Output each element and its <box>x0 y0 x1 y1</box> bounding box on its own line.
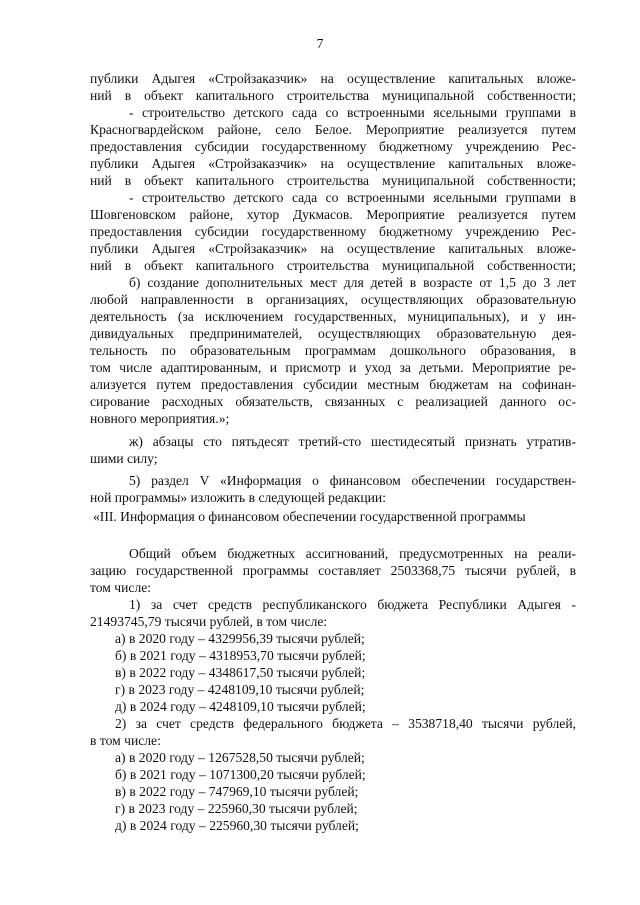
paragraph-line: любой направленности в организациях, осуществляющих образовательную <box>90 292 576 307</box>
paragraph-line: публики Адыгея «Стройзаказчик» на осуществление капитальных вложе- <box>90 241 576 256</box>
list-item: а) в 2020 году – 4329956,39 тысячи рублей; <box>115 631 365 646</box>
paragraph-line: публики Адыгея «Стройзаказчик» на осуществление капитальных вложе- <box>90 156 576 171</box>
list-item: а) в 2020 году – 1267528,50 тысячи рублей; <box>115 750 365 765</box>
paragraph-line: том числе: <box>90 580 152 595</box>
paragraph-line: зацию государственной программы составляет 2503368,75 тысячи рублей, в <box>90 563 576 578</box>
list-item: в) в 2022 году – 747969,10 тысячи рублей; <box>115 784 359 799</box>
paragraph-line: том числе адаптированным, и присмотр и уход за детьми. Мероприятие ре- <box>90 360 576 375</box>
paragraph-line: в том числе: <box>90 733 161 748</box>
list-item: г) в 2023 году – 225960,30 тысячи рублей; <box>115 801 358 816</box>
paragraph-line: ний в объект капитального строительства муниципальной собственности; <box>90 173 576 188</box>
list-item: д) в 2024 году – 225960,30 тысячи рублей; <box>115 818 359 833</box>
paragraph-line: 2) за счет средств федерального бюджета – 3538718,40 тысячи рублей, <box>115 716 576 731</box>
paragraph-line: тельность по образовательным программам дошкольного образования, в <box>90 343 576 358</box>
page-number: 7 <box>316 36 324 51</box>
section-heading: «III. Информация о финансовом обеспечении государственной программы <box>93 509 526 524</box>
paragraph-line: деятельность (за исключением государственных, муниципальных), и у ин- <box>90 309 576 324</box>
paragraph-line: ний в объект капитального строительства муниципальной собственности; <box>90 88 576 103</box>
paragraph-line: - строительство детского сада со встроенными ясельными группами в <box>129 190 576 205</box>
paragraph-line: дивидуальных предпринимателей, осуществляющих образовательную дея- <box>90 326 576 341</box>
paragraph-line: ализуется путем предоставления субсидии местным бюджетам на софинан- <box>90 377 576 392</box>
paragraph-line: ной программы» изложить в следующей редакции: <box>90 490 386 505</box>
paragraph-line: шими силу; <box>90 451 158 466</box>
list-item: г) в 2023 году – 4248109,10 тысячи рублей; <box>115 682 365 697</box>
paragraph-line: Шовгеновском районе, хутор Дукмасов. Мероприятие реализуется путем <box>90 207 576 222</box>
list-item: б) в 2021 году – 1071300,20 тысячи рублей; <box>115 767 366 782</box>
list-item: в) в 2022 году – 4348617,50 тысячи рублей; <box>115 665 366 680</box>
paragraph-line: новного мероприятия.»; <box>90 411 230 426</box>
paragraph-line: 5) раздел V «Информация о финансовом обеспечении государствен- <box>129 473 576 488</box>
paragraph-line: Красногвардейском районе, село Белое. Мероприятие реализуется путем <box>90 122 576 137</box>
paragraph-line: предоставления субсидии государственному бюджетному учреждению Рес- <box>90 139 576 154</box>
paragraph-line: 1) за счет средств республиканского бюджета Республики Адыгея - <box>129 597 576 612</box>
paragraph-line: сирование расходных обязательств, связанных с реализацией данного ос- <box>90 394 576 409</box>
paragraph-line: Общий объем бюджетных ассигнований, предусмотренных на реали- <box>129 546 576 561</box>
paragraph-line: - строительство детского сада со встроенными ясельными группами в <box>129 105 576 120</box>
paragraph-line: ж) абзацы сто пятьдесят третий-сто шестидесятый признать утратив- <box>129 434 576 449</box>
paragraph-line: 21493745,79 тысячи рублей, в том числе: <box>90 614 328 629</box>
paragraph-line: предоставления субсидии государственному бюджетному учреждению Рес- <box>90 224 576 239</box>
paragraph-line: публики Адыгея «Стройзаказчик» на осуществление капитальных вложе- <box>90 71 576 86</box>
paragraph-line: ний в объект капитального строительства муниципальной собственности; <box>90 258 576 273</box>
list-item: б) в 2021 году – 4318953,70 тысячи рублей; <box>115 648 366 663</box>
paragraph-line: б) создание дополнительных мест для детей в возрасте от 1,5 до 3 лет <box>129 275 576 290</box>
list-item: д) в 2024 году – 4248109,10 тысячи рублей; <box>115 699 366 714</box>
